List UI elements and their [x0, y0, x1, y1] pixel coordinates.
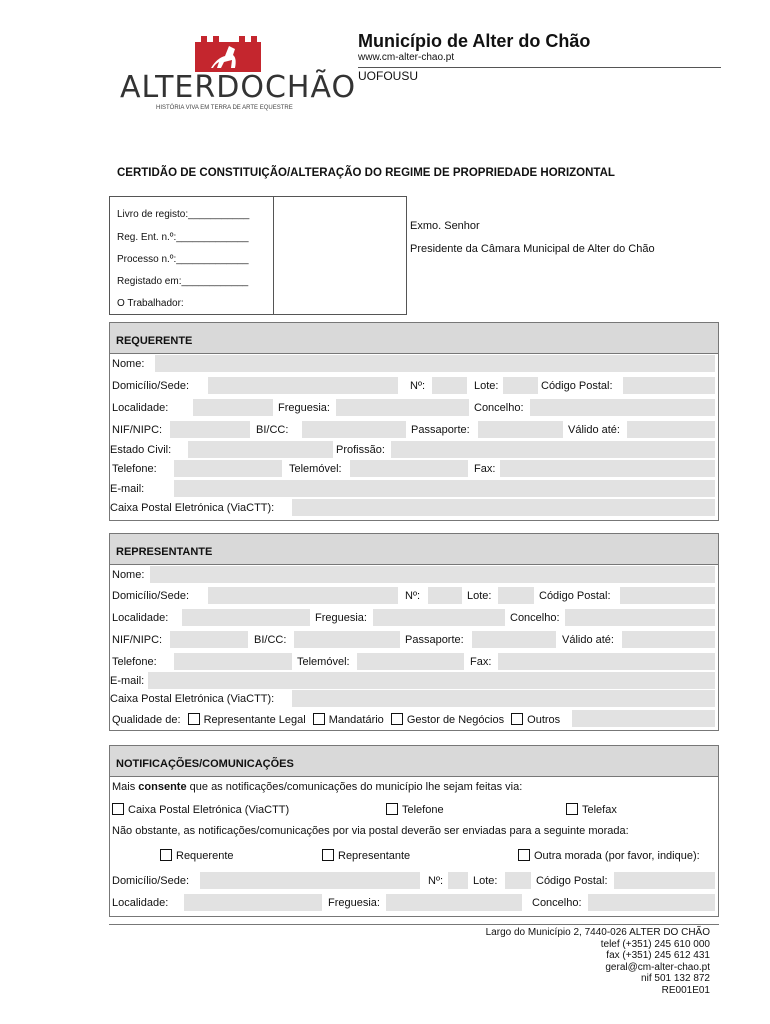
notif-freguesia-input[interactable]: [386, 894, 522, 911]
rep-cp-input[interactable]: [620, 587, 715, 604]
req-concelho-input[interactable]: [530, 399, 715, 416]
rep-qualidade-label: Qualidade de:: [112, 714, 181, 726]
req-profissao-label: Profissão:: [336, 444, 385, 456]
notif-telefax-checkbox[interactable]: [566, 803, 578, 815]
rep-freguesia-label: Freguesia:: [315, 612, 367, 624]
rep-passaporte-label: Passaporte:: [405, 634, 464, 646]
rep-nif-label: NIF/NIPC:: [112, 634, 163, 646]
rep-localidade-input[interactable]: [182, 609, 310, 626]
rep-telefone-label: Telefone:: [112, 656, 157, 668]
req-numero-input[interactable]: [432, 377, 467, 394]
reg-label: Reg. Ent. n.º:_____________: [117, 232, 249, 243]
rep-mandatario-checkbox[interactable]: [313, 713, 325, 725]
req-freguesia-input[interactable]: [336, 399, 469, 416]
rep-numero-label: Nº:: [405, 590, 421, 602]
req-valido-label: Válido até:: [568, 424, 620, 436]
notif-representante-label: Representante: [338, 850, 411, 862]
municipality-name: Município de Alter do Chão: [358, 31, 591, 51]
castle-horse-logo-icon: [193, 28, 263, 72]
rep-passaporte-input[interactable]: [472, 631, 556, 648]
notif-requerente-option: [160, 849, 234, 862]
notif-lote-input[interactable]: [505, 872, 531, 889]
req-caixa-input[interactable]: [292, 499, 715, 516]
registry-box: [109, 196, 274, 315]
notif-intro-post: que as notificações/comunicações do município lhe sejam feitas via:: [189, 781, 523, 793]
footer-code: RE001E01: [661, 984, 710, 996]
req-domicilio-label: Domicílio/Sede:: [112, 380, 190, 392]
rep-telemovel-input[interactable]: [357, 653, 464, 670]
footer-rule: [109, 924, 719, 925]
requerente-title: REQUERENTE: [110, 323, 718, 354]
req-nif-label: NIF/NIPC:: [112, 424, 163, 436]
notif-freguesia-label: Freguesia:: [328, 897, 380, 909]
trabalhador-label: O Trabalhador:: [117, 298, 184, 309]
rep-qualidade-row: [112, 713, 560, 726]
rep-legal-checkbox[interactable]: [188, 713, 200, 725]
registry-stamp-box: [272, 196, 407, 315]
notif-cp-label: Código Postal:: [536, 875, 608, 887]
req-telefone-label: Telefone:: [112, 463, 157, 475]
rep-numero-input[interactable]: [428, 587, 462, 604]
rep-telefone-input[interactable]: [174, 653, 292, 670]
req-numero-label: Nº:: [410, 380, 426, 392]
notif-concelho-label: Concelho:: [532, 897, 582, 909]
notif-numero-label: Nº:: [428, 875, 444, 887]
req-nome-label: Nome:: [112, 358, 145, 370]
rep-valido-label: Válido até:: [562, 634, 614, 646]
notif-outra-checkbox[interactable]: [518, 849, 530, 861]
header-rule: [358, 67, 721, 68]
notif-localidade-label: Localidade:: [112, 897, 169, 909]
req-fax-input[interactable]: [500, 460, 715, 477]
notif-lote-label: Lote:: [473, 875, 498, 887]
notif-requerente-checkbox[interactable]: [160, 849, 172, 861]
req-lote-label: Lote:: [474, 380, 499, 392]
recipient: Presidente da Câmara Municipal de Alter do Chão: [410, 243, 655, 255]
registado-label: Registado em:____________: [117, 276, 249, 287]
footer-block: [486, 927, 710, 996]
notif-concelho-input[interactable]: [588, 894, 715, 911]
rep-bicc-input[interactable]: [294, 631, 400, 648]
rep-domicilio-input[interactable]: [208, 587, 398, 604]
notif-intro: [112, 781, 522, 793]
rep-concelho-input[interactable]: [565, 609, 715, 626]
rep-concelho-label: Concelho:: [510, 612, 560, 624]
footer-telef: telef (+351) 245 610 000: [600, 938, 710, 950]
rep-valido-input[interactable]: [622, 631, 715, 648]
rep-caixa-label: Caixa Postal Eletrónica (ViaCTT):: [110, 693, 275, 705]
req-lote-input[interactable]: [503, 377, 538, 394]
notif-outra-option: [518, 849, 700, 862]
rep-outros-checkbox[interactable]: [511, 713, 523, 725]
rep-gestor-checkbox[interactable]: [391, 713, 403, 725]
rep-nome-input[interactable]: [150, 566, 715, 583]
logo: [118, 28, 357, 118]
website: www.cm-alter-chao.pt: [358, 52, 455, 63]
notificacoes-title: NOTIFICAÇÕES/COMUNICAÇÕES: [110, 746, 718, 777]
req-telefone-input[interactable]: [174, 460, 282, 477]
rep-email-label: E-mail:: [110, 675, 145, 687]
footer-fax: fax (+351) 245 612 431: [606, 950, 710, 961]
rep-gestor-label: Gestor de Negócios: [406, 714, 505, 726]
unit-code: UOFOUSU: [358, 69, 418, 83]
notif-representante-checkbox[interactable]: [322, 849, 334, 861]
logo-wordmark: ALTERDOCHÃO: [120, 70, 357, 105]
req-domicilio-input[interactable]: [208, 377, 398, 394]
rep-fax-input[interactable]: [498, 653, 715, 670]
req-valido-input[interactable]: [627, 421, 715, 438]
req-telemovel-input[interactable]: [350, 460, 468, 477]
notif-numero-input[interactable]: [448, 872, 468, 889]
rep-domicilio-label: Domicílio/Sede:: [112, 590, 190, 602]
req-bicc-label: BI/CC:: [256, 424, 289, 436]
notif-domicilio-label: Domicílio/Sede:: [112, 875, 190, 887]
notif-caixa-checkbox[interactable]: [112, 803, 124, 815]
req-email-label: E-mail:: [110, 483, 145, 495]
req-passaporte-label: Passaporte:: [411, 424, 470, 436]
req-nif-input[interactable]: [170, 421, 250, 438]
processo-label: Processo n.º:_____________: [117, 254, 249, 265]
rep-mandatario-label: Mandatário: [328, 714, 384, 726]
rep-email-input[interactable]: [148, 672, 715, 689]
req-cp-input[interactable]: [623, 377, 715, 394]
document-title: CERTIDÃO DE CONSTITUIÇÃO/ALTERAÇÃO DO REGIME DE PROPRIEDADE HORIZONTAL: [117, 167, 615, 179]
req-telemovel-label: Telemóvel:: [289, 463, 342, 475]
logo-tagline: HISTÓRIA VIVA EM TERRA DE ARTE EQUESTRE: [156, 105, 293, 111]
req-bicc-input[interactable]: [302, 421, 406, 438]
rep-nif-input[interactable]: [170, 631, 248, 648]
notif-requerente-label: Requerente: [176, 850, 234, 862]
notif-representante-option: [322, 849, 410, 862]
rep-cp-label: Código Postal:: [539, 590, 611, 602]
req-localidade-input[interactable]: [193, 399, 273, 416]
req-estado-civil-input[interactable]: [188, 441, 333, 458]
rep-outros-label: Outros: [527, 714, 561, 726]
req-caixa-label: Caixa Postal Eletrónica (ViaCTT):: [110, 502, 275, 514]
notif-telefone-option: [386, 803, 444, 816]
req-localidade-label: Localidade:: [112, 402, 169, 414]
rep-telemovel-label: Telemóvel:: [297, 656, 350, 668]
footer-address: Largo do Município 2, 7440-026 ALTER DO CHÃO: [485, 927, 710, 938]
notif-telefax-option: [566, 803, 617, 816]
rep-fax-label: Fax:: [470, 656, 492, 668]
rep-legal-label: Representante Legal: [203, 714, 306, 726]
req-profissao-input[interactable]: [391, 441, 715, 458]
rep-lote-label: Lote:: [467, 590, 492, 602]
req-concelho-label: Concelho:: [474, 402, 524, 414]
notif-outra-label: Outra morada (por favor, indique):: [534, 850, 700, 862]
req-nome-input[interactable]: [155, 355, 715, 372]
footer-email: geral@cm-alter-chao.pt: [605, 961, 710, 973]
rep-caixa-input[interactable]: [292, 690, 715, 707]
notif-postal-note: Não obstante, as notificações/comunicações por via postal deverão ser enviadas para a seguinte morada:: [112, 825, 629, 837]
rep-lote-input[interactable]: [498, 587, 534, 604]
livro-label: Livro de registo:___________: [117, 209, 250, 220]
rep-outros-input[interactable]: [572, 710, 715, 727]
salutation: Exmo. Senhor: [410, 220, 480, 232]
notif-caixa-option: [112, 803, 289, 816]
req-cp-label: Código Postal:: [541, 380, 613, 392]
notif-intro-pre: Mais: [112, 781, 136, 793]
rep-freguesia-input[interactable]: [373, 609, 505, 626]
notif-telefax-label: Telefax: [582, 804, 617, 816]
req-estado-civil-label: Estado Civil:: [110, 444, 172, 456]
notif-domicilio-input[interactable]: [200, 872, 420, 889]
req-freguesia-label: Freguesia:: [278, 402, 330, 414]
rep-bicc-label: BI/CC:: [254, 634, 287, 646]
representante-title: REPRESENTANTE: [110, 534, 718, 565]
notif-caixa-label: Caixa Postal Eletrónica (ViaCTT): [128, 804, 290, 816]
notif-localidade-input[interactable]: [184, 894, 322, 911]
req-fax-label: Fax:: [474, 463, 496, 475]
footer-nif: nif 501 132 872: [641, 973, 710, 984]
req-passaporte-input[interactable]: [478, 421, 563, 438]
req-email-input[interactable]: [174, 480, 715, 497]
notif-intro-bold: consente: [138, 781, 187, 793]
rep-localidade-label: Localidade:: [112, 612, 169, 624]
notif-cp-input[interactable]: [614, 872, 715, 889]
notif-telefone-checkbox[interactable]: [386, 803, 398, 815]
notif-telefone-label: Telefone: [402, 804, 444, 816]
rep-nome-label: Nome:: [112, 569, 145, 581]
